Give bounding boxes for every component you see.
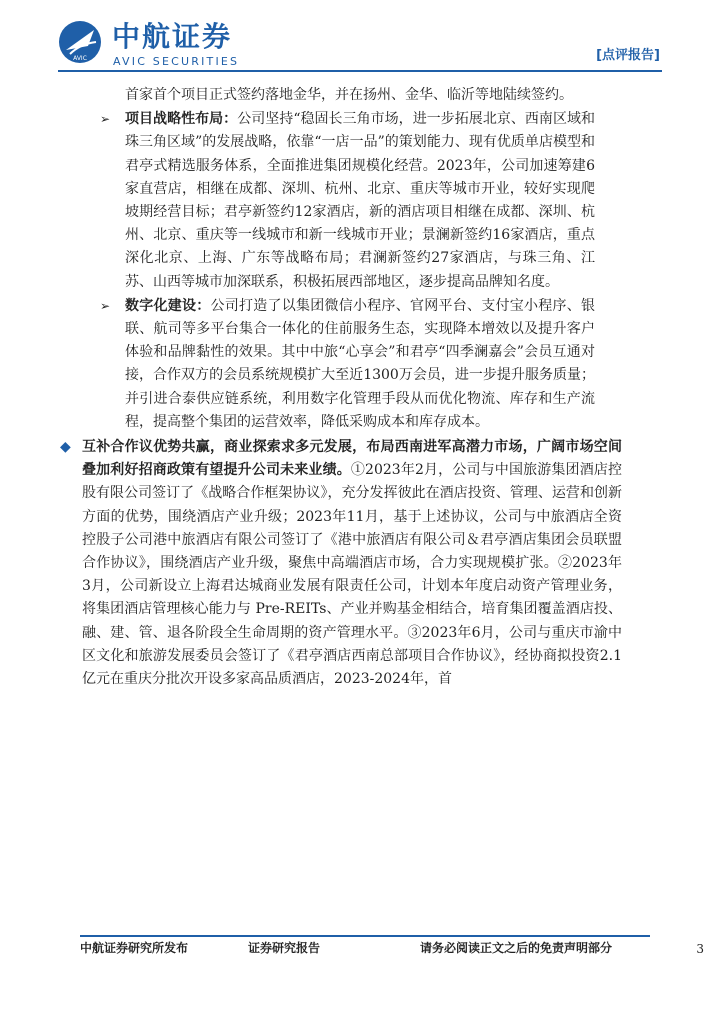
footer-publisher: 中航证券研究所发布: [80, 941, 189, 955]
bullet-text: 公司坚持“稳固长三角市场，进一步拓展北京、西南区域和珠三角区域”的发展战略，依靠“一店一品”的策划能力、现有优质单店模型和君亭式精选服务体系，全面推进集团规模化经营。2023年，公司加速筹建6家直营店，相继在成都、深圳、杭州、北京、重庆等城市开业，较好实现爬坡期经营目标；君亭新签约12家酒店，新的酒店项目相继在成都、深圳、杭州、北京、重庆等一线城市和新一线城市开业；景澜新签约16家酒店，重点深化北京、上海、广东等战略布局；君澜新签约27家酒店，与珠三角、江苏、山西等城市加深联系，积极拓展西部地区，逐步提高品牌知名度。: [125, 111, 596, 290]
bullet-label: 数字化建设：: [125, 297, 211, 314]
report-body: [60, 84, 680, 691]
continued-paragraph: 首家首个项目正式签约落地金华，并在扬州、金华、临沂等地陆续签约。: [125, 87, 573, 103]
arrow-bullet-icon: ➢: [100, 112, 111, 127]
main-point-paragraph: [60, 436, 622, 691]
bullet-strategic-layout: [80, 108, 595, 294]
brand-name-en: AVIC SECURITIES: [113, 55, 240, 68]
bullet-text: 公司打造了以集团微信小程序、官网平台、支付宝小程序、银联、航司等多平台集合一体化的住前服务生态，实现降本增效以及提升客户体验和品牌黏性的效果。其中中旅“心享会”和君亭“四季澜嘉会”会员互通对接，合作双方的会员系统规模扩大至近1300万会员，进一步提升服务质量；并引进合泰供应链系统，利用数字化管理手段从而优化物流、库存和生产流程，提高整个集团的运营效率，降低采购成本和库存成本。: [125, 297, 595, 430]
footer-divider: [80, 935, 650, 937]
page-header: [0, 0, 724, 80]
avic-logo-icon: [58, 20, 102, 64]
bullet-label: 项目战略性布局：: [125, 111, 238, 128]
arrow-bullet-icon: ➢: [100, 298, 111, 313]
header-divider: [58, 70, 662, 72]
brand-name: 中航证券: [112, 20, 233, 53]
footer-disclaimer-note: 请务必阅读正文之后的免责声明部分: [420, 941, 613, 955]
logo-text: AVIC: [73, 55, 87, 62]
main-point-text: ①2023年2月，公司与中国旅游集团酒店控股有限公司签订了《战略合作框架协议》，充分发挥彼此在酒店投资、管理、运营和创新方面的优势，围绕酒店产业升级；2023年11月，基于上述协议，公司与中旅酒店全资控股子公司港中旅酒店有限公司签订了《港中旅酒店有限公司＆君亭酒店集团会员联盟合作协议》，围绕酒店产业升级，聚焦中高端酒店市场，合力实现规模扩张。②2023年3月，公司新设立上海君达城商业发展有限责任公司，计划本年度启动资产管理业务，将集团酒店管理核心能力与 Pre-REITs、产业并购基金相结合，培育集团覆盖酒店投、融、建、管、退各阶段全生命周期的资产管理水平。③2023年6月，公司与重庆市渝中区文化和旅游发展委员会签订了《君亭酒店西南总部项目合作协议》，经协商拟投资2.1亿元在重庆分批次开设多家高品质酒店，2023-2024年，首: [82, 462, 623, 688]
diamond-bullet-icon: ◆: [60, 439, 71, 456]
main-point-heading: 互补合作议优势共赢，商业探索求多元发展，布局西南进军高潜力市场，广阔市场空间叠加利好招商政策有望提升公司未来业绩。: [82, 439, 622, 479]
bullet-digitalization: [80, 295, 595, 434]
page-number: 3: [696, 942, 704, 956]
report-type-tag: [点评报告]: [596, 48, 660, 63]
footer-report-type: 证券研究报告: [248, 941, 321, 955]
